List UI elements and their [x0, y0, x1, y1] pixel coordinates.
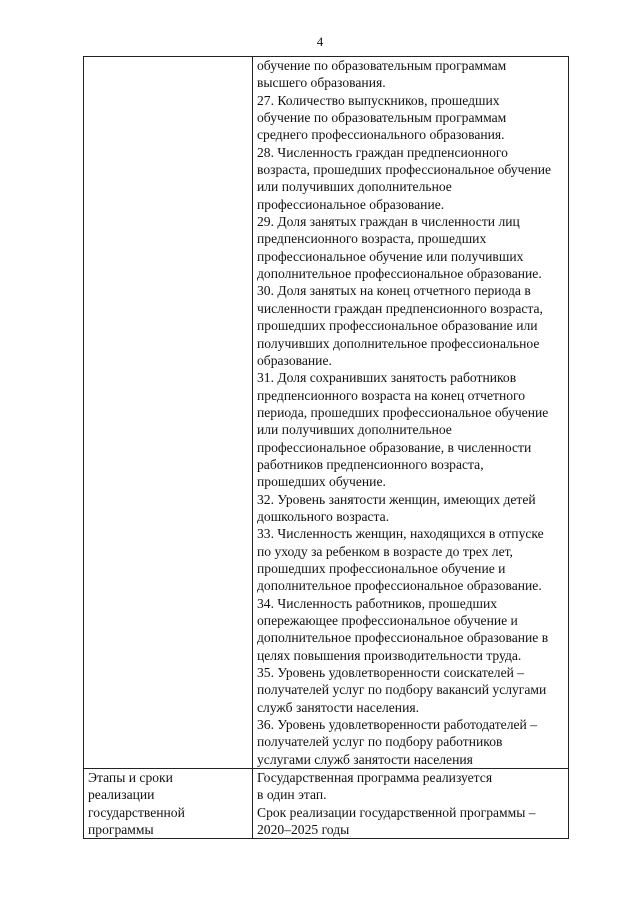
- text-line: высшего образования.: [257, 75, 386, 91]
- text-line: Государственная программа реализуется: [257, 770, 493, 786]
- row-label-cell: [84, 769, 253, 839]
- text-line: 36. Уровень удовлетворенности работодателей –: [257, 717, 537, 733]
- label-line: государственной: [88, 804, 185, 820]
- text-line: периода, прошедших профессиональное обучение: [257, 404, 549, 420]
- text-line: дошкольного возраста.: [257, 508, 390, 524]
- text-line: 30. Доля занятых на конец отчетного периода в: [257, 283, 531, 299]
- row-content-cell: [253, 769, 569, 839]
- label-line: программы: [88, 822, 154, 838]
- page-number: 4: [316, 34, 324, 49]
- text-line: профессиональное образование.: [257, 196, 445, 212]
- text-line: 27. Количество выпускников, прошедших: [257, 92, 500, 108]
- text-line: 32. Уровень занятости женщин, имеющих детей: [257, 491, 536, 507]
- text-line: численности граждан предпенсионного возраста,: [257, 300, 543, 316]
- text-line: профессиональное обучение или получивших: [257, 248, 524, 264]
- text-line: образование.: [257, 352, 332, 368]
- text-line: получателей услуг по подбору вакансий услугами: [257, 682, 547, 698]
- text-line: получивших дополнительное профессиональное: [257, 335, 540, 351]
- program-passport-table: [83, 56, 569, 839]
- text-line: дополнительное профессиональное образование.: [257, 266, 542, 282]
- text-line: целях повышения производительности труда.: [257, 647, 522, 663]
- text-line: прошедших профессиональное обучение и: [257, 560, 506, 576]
- text-line: прошедших обучение.: [257, 474, 386, 490]
- text-line: 35. Уровень удовлетворенности соискателей –: [257, 665, 525, 681]
- label-line: реализации: [88, 787, 155, 803]
- text-line: работников предпенсионного возраста,: [257, 456, 484, 472]
- text-line: служб занятости населения.: [257, 699, 419, 715]
- text-line: 33. Численность женщин, находящихся в отпуске: [257, 526, 544, 542]
- text-line: в один этап.: [257, 787, 327, 803]
- text-line: предпенсионного возраста на конец отчетного: [257, 387, 526, 403]
- text-line: профессиональное образование, в численности: [257, 439, 532, 455]
- label-line: Этапы и сроки: [88, 770, 173, 786]
- text-line: услугами служб занятости населения: [257, 751, 473, 767]
- text-line: или получивших дополнительное: [257, 422, 452, 438]
- text-line: по уходу за ребенком в возрасте до трех лет,: [257, 543, 513, 559]
- text-line: опережающее профессиональное обучение и: [257, 613, 518, 628]
- text-line: дополнительное профессиональное образование в: [257, 630, 549, 646]
- text-line: обучение по образовательным программам: [257, 58, 507, 73]
- text-line: 34. Численность работников, прошедших: [257, 595, 498, 611]
- text-line: или получивших дополнительное: [257, 179, 452, 195]
- table-row-indicators: [84, 57, 569, 769]
- text-line: 31. Доля сохранивших занятость работников: [257, 370, 517, 386]
- text-line: прошедших профессиональное образование или: [257, 318, 538, 334]
- text-line: среднего профессионального образования.: [257, 127, 505, 143]
- text-line: 2020–2025 годы: [257, 822, 350, 838]
- text-line: 28. Численность граждан предпенсионного: [257, 144, 508, 160]
- text-line: возраста, прошедших профессиональное обучение: [257, 162, 552, 178]
- text-line: получателей услуг по подбору работников: [257, 734, 503, 750]
- text-line: Срок реализации государственной программы –: [257, 804, 536, 820]
- row-content-cell: [253, 57, 569, 769]
- text-line: 29. Доля занятых граждан в численности лиц: [257, 214, 520, 230]
- text-line: предпенсионного возраста, прошедших: [257, 231, 487, 247]
- table-row-stages: [84, 769, 569, 839]
- text-line: обучение по образовательным программам: [257, 110, 507, 126]
- text-line: дополнительное профессиональное образование.: [257, 578, 542, 594]
- row-label-cell: [84, 57, 253, 769]
